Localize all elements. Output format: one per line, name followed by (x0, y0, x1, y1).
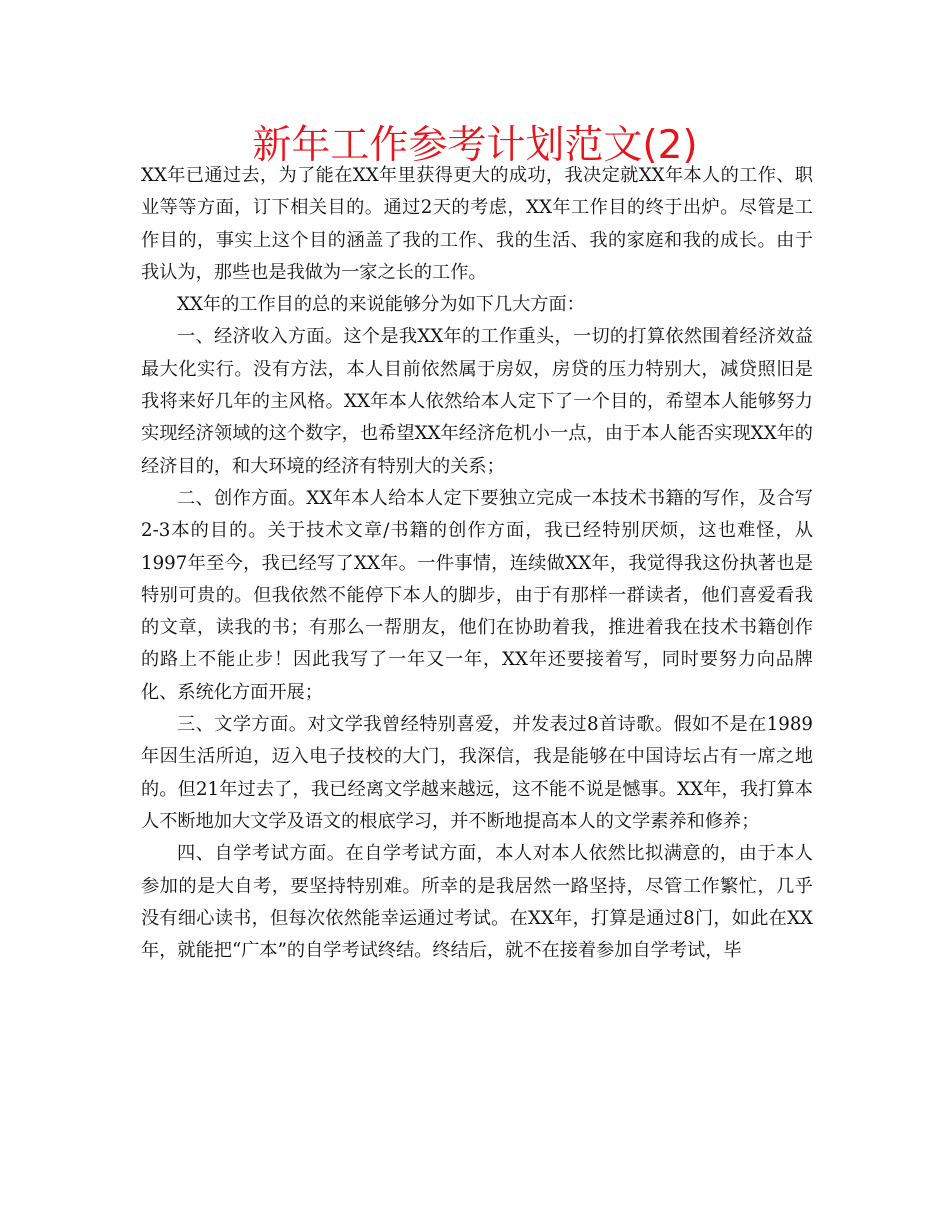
paragraph-overview: XX年的工作目的总的来说能够分为如下几大方面： (177, 294, 585, 316)
paragraph-literature: 三、文学方面。对文学我曾经特别喜爱，并发表过8首诗歌。假如不是在1989年因生活所迫，迈入电子技校的大门，我深信，我是能够在中国诗坛占有一席之地的。但21年过去了，我已经离文学越来越远，这不能不说是憾事。XX年，我打算本人不断地加大文学及语文的根底学习，并不断地提高本人的文学素养和修养； (141, 714, 813, 832)
paragraph-intro: XX年已通过去，为了能在XX年里获得更大的成功，我决定就XX年本人的工作、职业等等方面，订下相关目的。通过2天的考虑，XX年工作目的终于出炉。尽管是工作目的，事实上这个目的涵盖了我的工作、我的生活、我的家庭和我的成长。由于我认为，那些也是我做为一家之长的工作。 (141, 165, 813, 283)
paragraph-writing: 二、创作方面。XX年本人给本人定下要独立完成一本技术书籍的写作，及合写2-3本的目的。关于技术文章/书籍的创作方面，我已经特别厌烦，这也难怪，从1997年至今，我已经写了XX年。一件事情，连续做XX年，我觉得我这份执著也是特别可贵的。但我依然不能停下本人的脚步，由于有那样一群读者，他们喜爱看我的文章，读我的书；有那么一帮朋友，他们在协助着我，推进着我在技术书籍创作的路上不能止步！因此我写了一年又一年，XX年还要接着写，同时要努力向品牌化、系统化方面开展； (141, 487, 813, 703)
paragraph-self-study: 四、自学考试方面。在自学考试方面，本人对本人依然比拟满意的，由于本人参加的是大自考，要坚持特别难。所幸的是我居然一路坚持，尽管工作繁忙，几乎没有细心读书，但每次依然能幸运通过考试。在XX年，打算是通过8门，如此在XX年，就能把“广本”的自学考试终结。终结后，就不在接着参加自学考试，毕 (141, 843, 813, 962)
document-body (141, 160, 813, 967)
paragraph-economy: 一、经济收入方面。这个是我XX年的工作重头，一切的打算依然围着经济效益最大化实行。没有方法，本人目前依然属于房奴，房贷的压力特别大，减贷照旧是我将来好几年的主风格。XX年本人依然给本人定下了一个目的，希望本人能够努力实现经济领域的这个数字，也希望XX年经济危机小一点，由于本人能否实现XX年的经济目的，和大环境的经济有特别大的关系； (141, 326, 813, 477)
document-title: 新年工作参考计划范文(2) (252, 123, 698, 168)
